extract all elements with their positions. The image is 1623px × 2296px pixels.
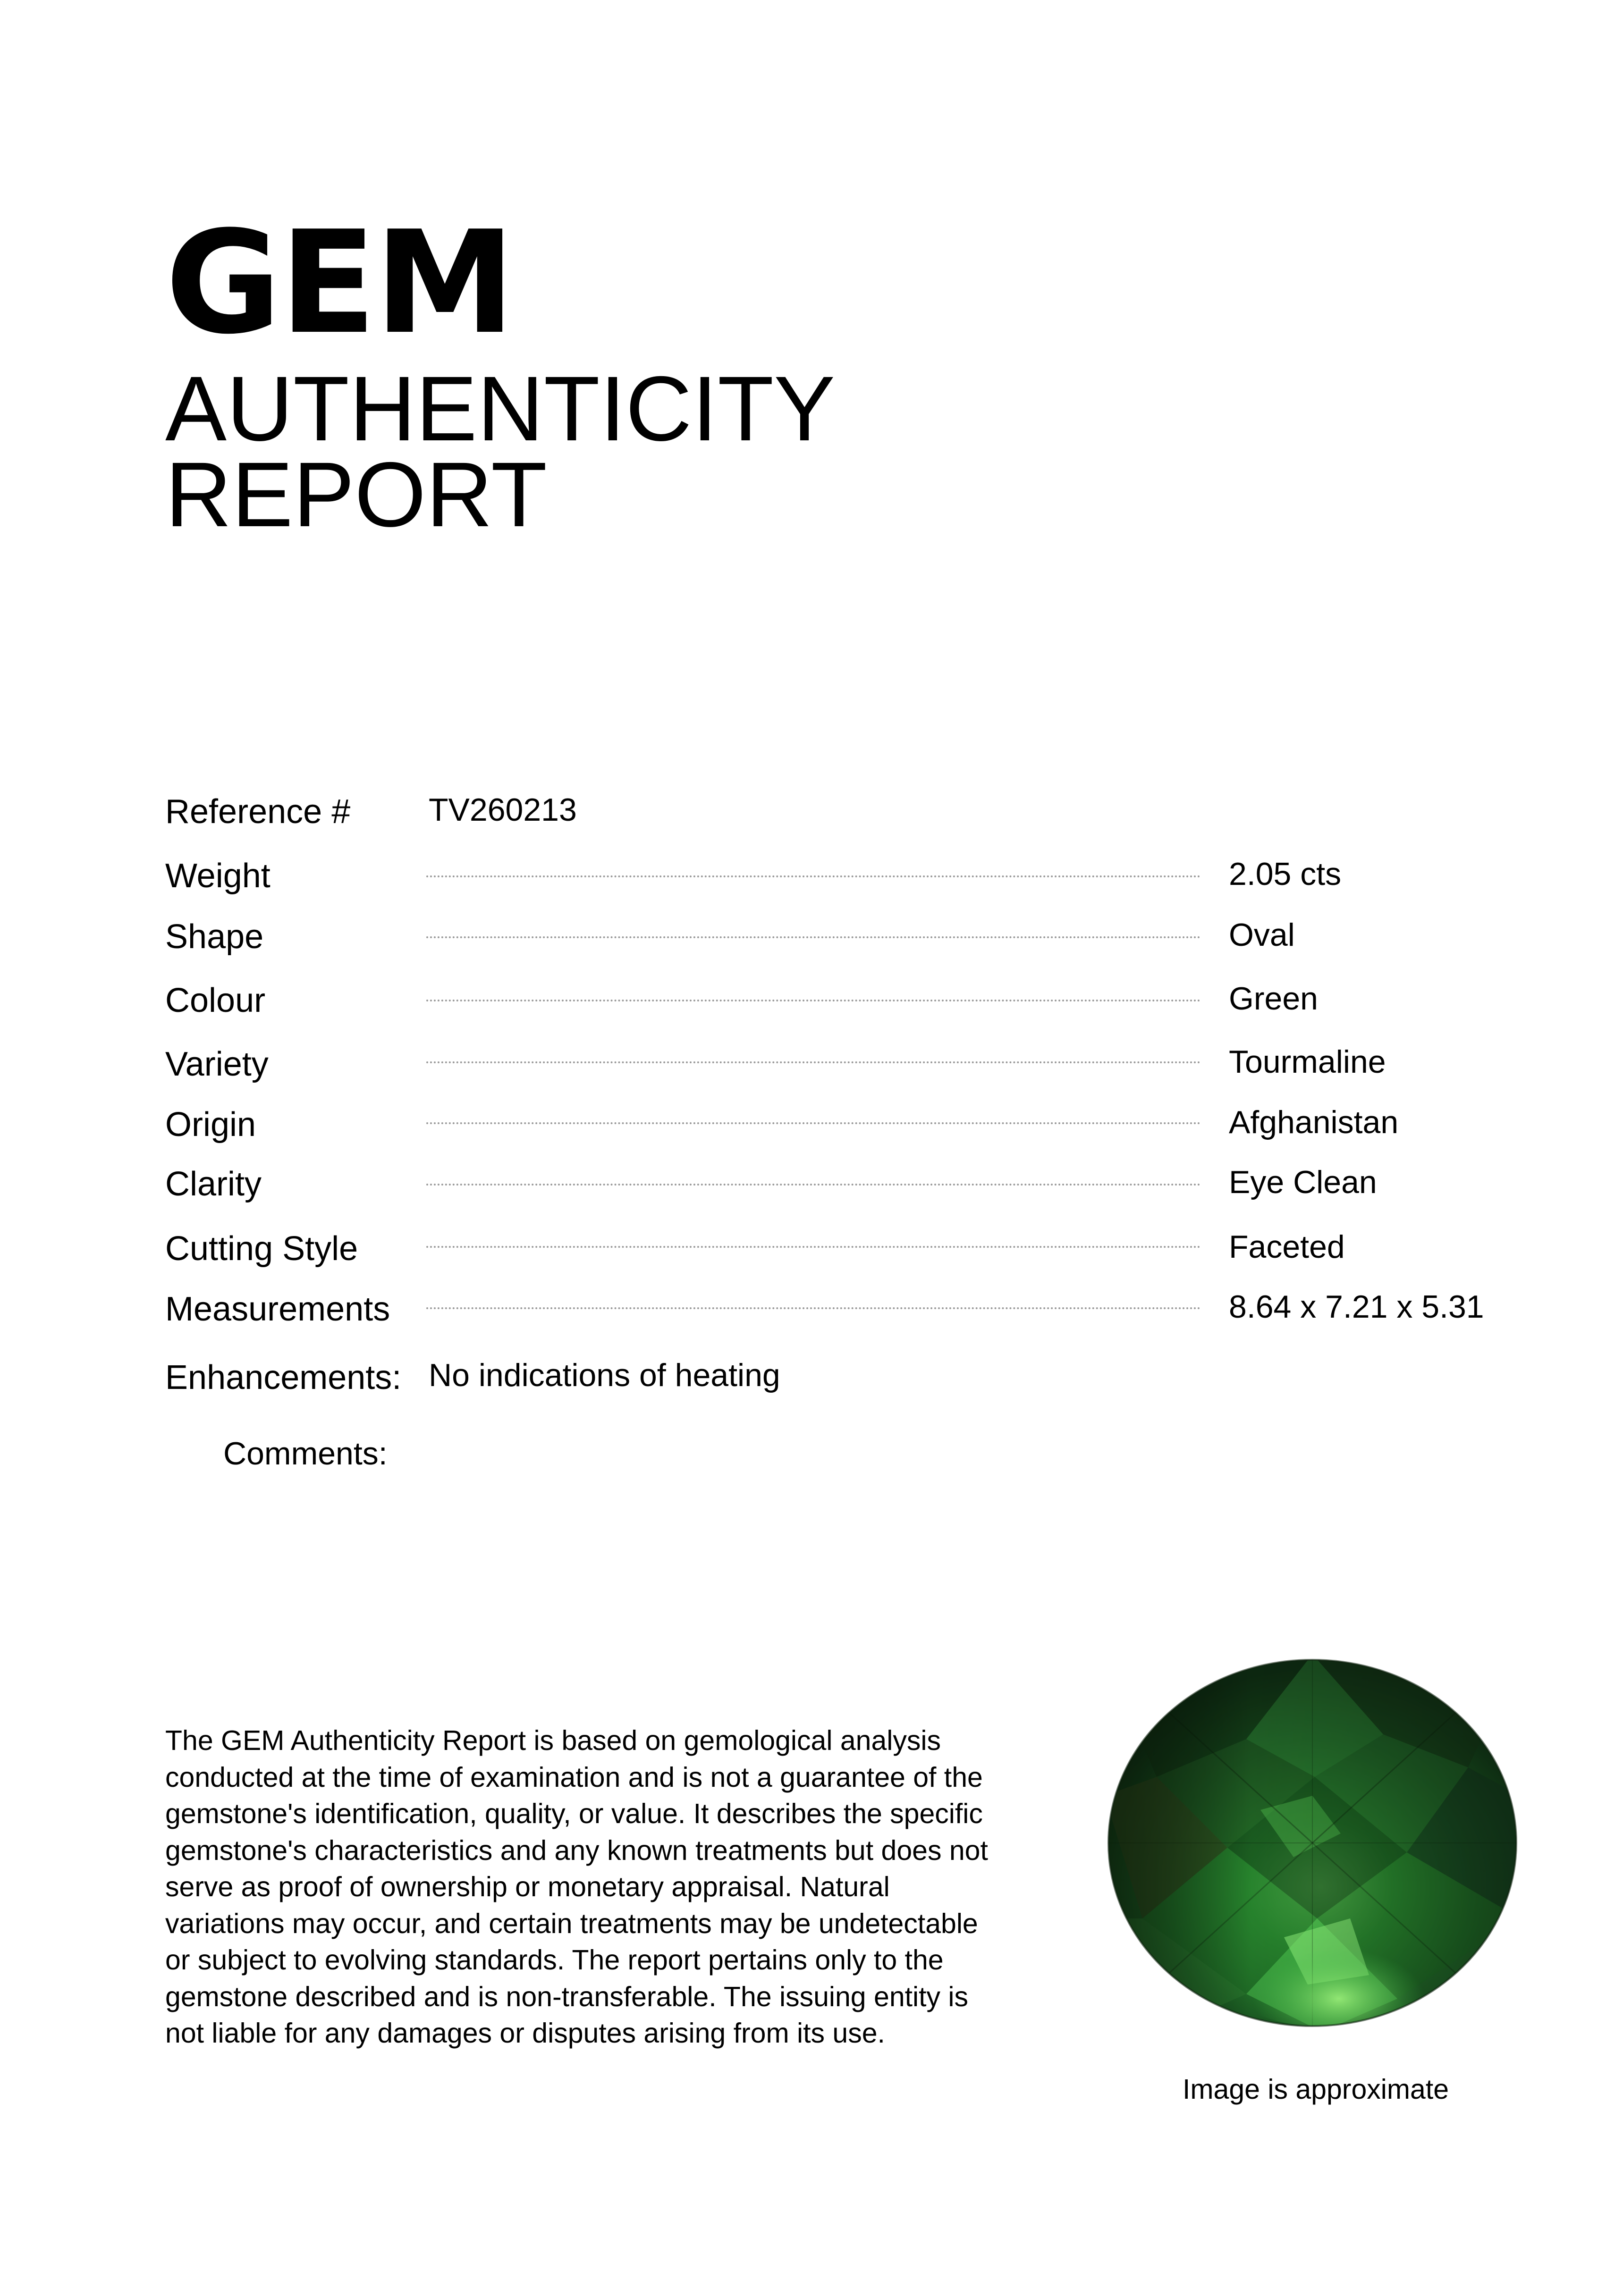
field-value-origin: Afghanistan	[1229, 1104, 1399, 1140]
report-title-gem: GEM	[165, 201, 514, 365]
field-leader-origin	[426, 1122, 1200, 1124]
field-value-measurements: 8.64 x 7.21 x 5.31	[1229, 1289, 1484, 1325]
field-value-colour: Green	[1229, 981, 1318, 1017]
field-label-origin: Origin	[165, 1106, 256, 1144]
reference-label: Reference #	[165, 793, 351, 831]
field-value-shape: Oval	[1229, 917, 1295, 953]
field-value-variety: Tourmaline	[1229, 1044, 1386, 1080]
field-label-clarity: Clarity	[165, 1165, 262, 1203]
disclaimer-text: The GEM Authenticity Report is based on gemological analysis conducted at the time of examination and is not a guarantee of the gemstone's identification, quality, or value. It describes the specific gemstone's characteristics and any known treatments but does not serve as proof of ownership or monetary appraisal. Natural variations may occur, and certain treatments may be undetectable or subject to evolving standards. The report pertains only to the gemstone described and is non-transferable. The issuing entity is not liable for any damages or disputes arising from its use.	[165, 1725, 988, 2049]
report-title-authenticity: AUTHENTICITY	[165, 357, 836, 460]
green-tourmaline-oval-gem-icon	[1105, 1654, 1520, 2032]
field-value-weight: 2.05 cts	[1229, 856, 1342, 892]
reference-value: TV260213	[429, 792, 577, 828]
field-label-measurements: Measurements	[165, 1290, 390, 1328]
comments-label: Comments:	[223, 1436, 388, 1472]
field-leader-colour	[426, 1000, 1200, 1001]
report-title-report: REPORT	[165, 443, 548, 546]
field-leader-clarity	[426, 1184, 1200, 1186]
field-leader-shape	[426, 936, 1200, 938]
field-label-variety: Variety	[165, 1045, 269, 1083]
image-caption: Image is approximate	[1183, 2074, 1449, 2105]
gem-image	[1105, 1654, 1520, 2032]
field-leader-cutting-style	[426, 1246, 1200, 1248]
field-label-shape: Shape	[165, 918, 264, 956]
field-leader-weight	[426, 875, 1200, 877]
field-label-cutting-style: Cutting Style	[165, 1230, 358, 1268]
report-title-subtitle	[165, 357, 836, 546]
field-value-cutting-style: Faceted	[1229, 1229, 1345, 1265]
field-leader-measurements	[426, 1307, 1200, 1309]
enhancements-value: No indications of heating	[429, 1357, 780, 1393]
enhancements-label: Enhancements:	[165, 1359, 402, 1396]
field-leader-variety	[426, 1061, 1200, 1063]
field-label-weight: Weight	[165, 857, 270, 895]
field-label-colour: Colour	[165, 982, 266, 1019]
field-value-clarity: Eye Clean	[1229, 1164, 1377, 1200]
